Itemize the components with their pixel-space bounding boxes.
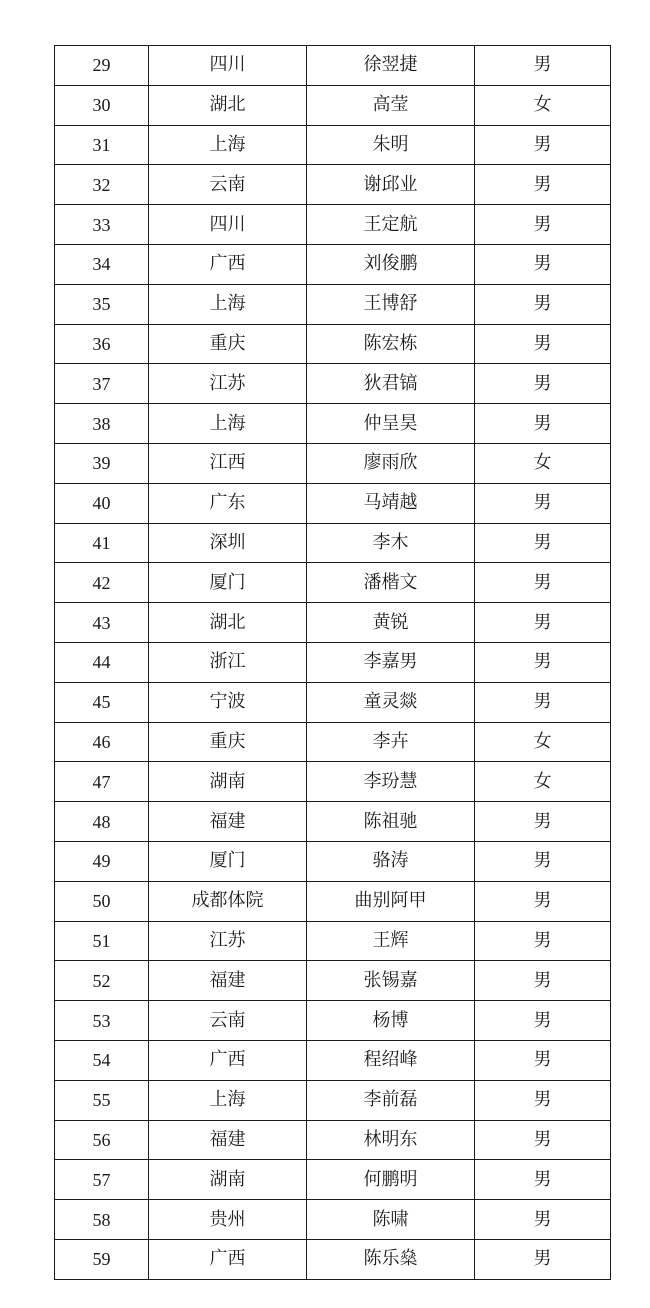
- cell-number: 30: [55, 85, 149, 125]
- cell-team: 浙江: [149, 642, 307, 682]
- cell-number: 59: [55, 1239, 149, 1279]
- cell-number: 29: [55, 46, 149, 86]
- table-row: [55, 46, 611, 86]
- table-row: [55, 1120, 611, 1160]
- table-row: [55, 244, 611, 284]
- cell-team: 湖南: [149, 762, 307, 802]
- cell-athlete-name: 狄君镐: [307, 364, 475, 404]
- cell-gender: 男: [475, 1160, 611, 1200]
- table-row: [55, 722, 611, 762]
- cell-gender: 男: [475, 364, 611, 404]
- cell-team: 成都体院: [149, 881, 307, 921]
- cell-gender: 男: [475, 921, 611, 961]
- cell-athlete-name: 高莹: [307, 85, 475, 125]
- cell-athlete-name: 何鹏明: [307, 1160, 475, 1200]
- cell-number: 55: [55, 1080, 149, 1120]
- cell-athlete-name: 林明东: [307, 1120, 475, 1160]
- cell-team: 厦门: [149, 563, 307, 603]
- cell-number: 44: [55, 642, 149, 682]
- cell-number: 45: [55, 682, 149, 722]
- table-row: [55, 1080, 611, 1120]
- table-row: [55, 682, 611, 722]
- cell-athlete-name: 程绍峰: [307, 1040, 475, 1080]
- cell-athlete-name: 李卉: [307, 722, 475, 762]
- cell-athlete-name: 童灵燚: [307, 682, 475, 722]
- cell-team: 湖北: [149, 85, 307, 125]
- cell-gender: 男: [475, 603, 611, 643]
- cell-gender: 男: [475, 1239, 611, 1279]
- cell-team: 贵州: [149, 1200, 307, 1240]
- cell-number: 48: [55, 802, 149, 842]
- table-row: [55, 961, 611, 1001]
- cell-team: 四川: [149, 46, 307, 86]
- table-row: [55, 404, 611, 444]
- cell-athlete-name: 廖雨欣: [307, 443, 475, 483]
- cell-number: 42: [55, 563, 149, 603]
- cell-team: 广西: [149, 244, 307, 284]
- cell-gender: 男: [475, 523, 611, 563]
- cell-athlete-name: 王辉: [307, 921, 475, 961]
- cell-team: 湖北: [149, 603, 307, 643]
- cell-team: 深圳: [149, 523, 307, 563]
- cell-gender: 男: [475, 1200, 611, 1240]
- cell-number: 31: [55, 125, 149, 165]
- table-row: [55, 1239, 611, 1279]
- cell-team: 上海: [149, 284, 307, 324]
- cell-number: 50: [55, 881, 149, 921]
- cell-team: 广西: [149, 1239, 307, 1279]
- cell-number: 41: [55, 523, 149, 563]
- cell-gender: 男: [475, 46, 611, 86]
- cell-gender: 男: [475, 1120, 611, 1160]
- cell-athlete-name: 张锡嘉: [307, 961, 475, 1001]
- cell-number: 40: [55, 483, 149, 523]
- cell-number: 51: [55, 921, 149, 961]
- cell-athlete-name: 杨博: [307, 1001, 475, 1041]
- table-row: [55, 1200, 611, 1240]
- cell-team: 重庆: [149, 722, 307, 762]
- cell-athlete-name: 徐翌捷: [307, 46, 475, 86]
- cell-athlete-name: 陈祖驰: [307, 802, 475, 842]
- cell-number: 47: [55, 762, 149, 802]
- cell-team: 上海: [149, 1080, 307, 1120]
- cell-number: 37: [55, 364, 149, 404]
- cell-team: 云南: [149, 165, 307, 205]
- cell-athlete-name: 朱明: [307, 125, 475, 165]
- table-row: [55, 881, 611, 921]
- cell-athlete-name: 李嘉男: [307, 642, 475, 682]
- cell-gender: 女: [475, 722, 611, 762]
- table-row: [55, 483, 611, 523]
- cell-team: 重庆: [149, 324, 307, 364]
- table-row: [55, 165, 611, 205]
- roster-table: [54, 45, 611, 1280]
- cell-athlete-name: 王定航: [307, 205, 475, 245]
- cell-number: 34: [55, 244, 149, 284]
- roster-table-body: [55, 46, 611, 1280]
- cell-team: 广西: [149, 1040, 307, 1080]
- cell-athlete-name: 仲呈昊: [307, 404, 475, 444]
- cell-gender: 男: [475, 802, 611, 842]
- cell-athlete-name: 曲别阿甲: [307, 881, 475, 921]
- table-row: [55, 841, 611, 881]
- cell-number: 38: [55, 404, 149, 444]
- cell-team: 江苏: [149, 921, 307, 961]
- cell-gender: 男: [475, 841, 611, 881]
- cell-number: 43: [55, 603, 149, 643]
- cell-number: 36: [55, 324, 149, 364]
- cell-number: 46: [55, 722, 149, 762]
- cell-gender: 男: [475, 205, 611, 245]
- cell-gender: 男: [475, 642, 611, 682]
- cell-athlete-name: 李前磊: [307, 1080, 475, 1120]
- cell-athlete-name: 骆涛: [307, 841, 475, 881]
- cell-gender: 女: [475, 85, 611, 125]
- cell-athlete-name: 李玢慧: [307, 762, 475, 802]
- cell-athlete-name: 陈乐燊: [307, 1239, 475, 1279]
- cell-gender: 男: [475, 244, 611, 284]
- cell-gender: 男: [475, 125, 611, 165]
- cell-gender: 男: [475, 483, 611, 523]
- cell-team: 江西: [149, 443, 307, 483]
- cell-team: 福建: [149, 1120, 307, 1160]
- cell-gender: 女: [475, 443, 611, 483]
- cell-team: 广东: [149, 483, 307, 523]
- table-row: [55, 642, 611, 682]
- cell-number: 57: [55, 1160, 149, 1200]
- table-row: [55, 443, 611, 483]
- cell-gender: 女: [475, 762, 611, 802]
- cell-gender: 男: [475, 961, 611, 1001]
- table-row: [55, 762, 611, 802]
- cell-team: 上海: [149, 125, 307, 165]
- table-row: [55, 523, 611, 563]
- cell-athlete-name: 王博舒: [307, 284, 475, 324]
- cell-gender: 男: [475, 324, 611, 364]
- cell-gender: 男: [475, 1001, 611, 1041]
- cell-number: 33: [55, 205, 149, 245]
- table-row: [55, 1160, 611, 1200]
- cell-number: 56: [55, 1120, 149, 1160]
- cell-team: 江苏: [149, 364, 307, 404]
- cell-team: 福建: [149, 961, 307, 1001]
- cell-team: 湖南: [149, 1160, 307, 1200]
- cell-gender: 男: [475, 881, 611, 921]
- cell-athlete-name: 刘俊鹏: [307, 244, 475, 284]
- cell-team: 福建: [149, 802, 307, 842]
- cell-number: 58: [55, 1200, 149, 1240]
- cell-gender: 男: [475, 404, 611, 444]
- table-row: [55, 125, 611, 165]
- table-row: [55, 1040, 611, 1080]
- cell-number: 54: [55, 1040, 149, 1080]
- table-row: [55, 205, 611, 245]
- cell-number: 53: [55, 1001, 149, 1041]
- cell-gender: 男: [475, 1080, 611, 1120]
- cell-athlete-name: 潘楷文: [307, 563, 475, 603]
- table-row: [55, 1001, 611, 1041]
- cell-athlete-name: 李木: [307, 523, 475, 563]
- table-row: [55, 324, 611, 364]
- cell-number: 35: [55, 284, 149, 324]
- cell-team: 上海: [149, 404, 307, 444]
- table-row: [55, 802, 611, 842]
- table-row: [55, 85, 611, 125]
- cell-number: 32: [55, 165, 149, 205]
- cell-team: 宁波: [149, 682, 307, 722]
- cell-team: 厦门: [149, 841, 307, 881]
- cell-gender: 男: [475, 165, 611, 205]
- cell-gender: 男: [475, 563, 611, 603]
- cell-athlete-name: 黄锐: [307, 603, 475, 643]
- cell-athlete-name: 谢邱业: [307, 165, 475, 205]
- cell-gender: 男: [475, 1040, 611, 1080]
- table-row: [55, 921, 611, 961]
- cell-number: 39: [55, 443, 149, 483]
- cell-athlete-name: 陈啸: [307, 1200, 475, 1240]
- table-row: [55, 563, 611, 603]
- cell-gender: 男: [475, 284, 611, 324]
- cell-athlete-name: 马靖越: [307, 483, 475, 523]
- cell-number: 52: [55, 961, 149, 1001]
- table-row: [55, 284, 611, 324]
- cell-number: 49: [55, 841, 149, 881]
- table-row: [55, 603, 611, 643]
- cell-team: 四川: [149, 205, 307, 245]
- table-row: [55, 364, 611, 404]
- cell-team: 云南: [149, 1001, 307, 1041]
- cell-gender: 男: [475, 682, 611, 722]
- cell-athlete-name: 陈宏栋: [307, 324, 475, 364]
